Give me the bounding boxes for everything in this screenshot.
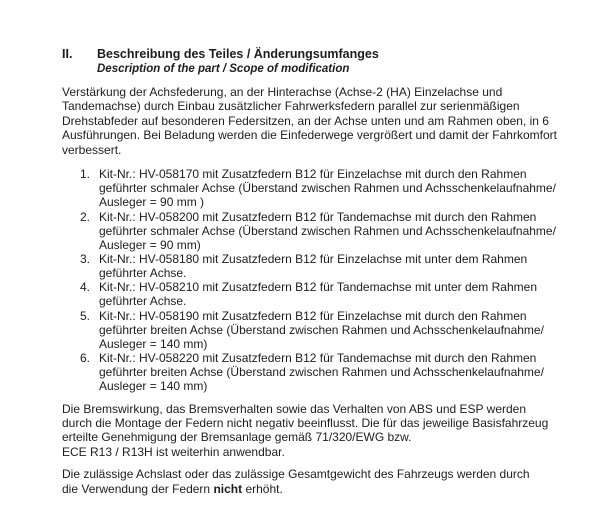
- kit-item-line: Ausleger = 90 mm): [99, 237, 201, 252]
- kit-item-line: Kit-Nr.: HV-058210 mit Zusatzfedern B12 für Tandemachse mit unter dem Rahmen: [99, 280, 537, 295]
- kit-item-line: geführter Achse.: [99, 266, 187, 281]
- kit-item-number: 1.: [80, 167, 91, 182]
- document-content: [62, 47, 564, 496]
- section-title-de: Beschreibung des Teiles / Änderungsumfanges: [97, 47, 379, 61]
- section-titles: [97, 47, 379, 76]
- kit-item-line: Ausleger = 90 mm ): [99, 195, 205, 210]
- kit-item-text: [99, 252, 564, 280]
- load-line2-before: die Verwendung der Federn: [62, 481, 214, 496]
- paragraph-line: Drehstabfeder auf besonderen Federsitzen, an der Achse unten und am Rahmen oben, in 6: [62, 113, 549, 128]
- kit-list: [62, 167, 564, 394]
- kit-item-text: [99, 167, 564, 209]
- kit-item-number: 2.: [80, 209, 91, 224]
- kit-item-number: 6.: [80, 351, 91, 366]
- kit-item-line: geführter schmaler Achse (Überstand zwischen Rahmen und Achsschenkelaufnahme/: [99, 223, 556, 238]
- kit-item-line: Kit-Nr.: HV-058180 mit Zusatzfedern B12 für Einzelachse mit unter dem Rahmen: [99, 251, 528, 266]
- section-heading: [62, 47, 564, 76]
- paragraph-line: Die Bremswirkung, das Bremsverhalten sowie das Verhalten von ABS und ESP werden: [62, 401, 527, 416]
- intro-paragraph: [62, 85, 564, 157]
- section-number: II.: [62, 47, 73, 61]
- load-line2-after: erhöht.: [242, 481, 283, 496]
- kit-list-item: [62, 252, 564, 280]
- kit-item-line: Kit-Nr.: HV-058220 mit Zusatzfedern B12 für Tandemachse mit durch den Rahmen: [99, 351, 537, 366]
- section-title-en: Description of the part / Scope of modification: [97, 62, 350, 75]
- kit-item-line: geführter breiten Achse (Überstand zwischen Rahmen und Achsschenkelaufnahme/: [99, 365, 544, 380]
- kit-item-text: [99, 280, 564, 308]
- kit-item-text: [99, 351, 564, 393]
- kit-item-line: geführter breiten Achse (Überstand zwischen Rahmen und Achsschenkelaufnahme/: [99, 322, 544, 337]
- kit-item-number: 3.: [80, 251, 91, 266]
- kit-list-item: [62, 309, 564, 351]
- paragraph-line: Die zulässige Achslast oder das zulässige Gesamtgewicht des Fahrzeugs werden durch: [62, 467, 530, 482]
- load-paragraph: [62, 467, 564, 496]
- kit-item-line: geführter Achse.: [99, 294, 187, 309]
- kit-list-item: [62, 167, 564, 209]
- paragraph-line: Verstärkung der Achsfederung, an der Hinterachse (Achse-2 (HA) Einzelachse und: [62, 85, 503, 99]
- paragraph-line: [62, 482, 564, 496]
- paragraph-line: erteilte Genehmigung der Bremsanlage gemäß 71/320/EWG bzw.: [62, 430, 412, 445]
- brake-paragraph: [62, 402, 564, 460]
- kit-item-number: 4.: [80, 280, 91, 295]
- paragraph-line: verbessert.: [62, 142, 122, 157]
- kit-list-item: [62, 210, 564, 252]
- load-line2-bold-word: nicht: [213, 481, 243, 496]
- kit-item-number: 5.: [80, 308, 91, 323]
- kit-item-line: geführter schmaler Achse (Überstand zwischen Rahmen und Achsschenkelaufnahme/: [99, 181, 556, 196]
- paragraph-line: durch die Montage der Federn nicht negativ beeinflusst. Die für das jeweilige Basisfahrzeug: [62, 415, 549, 430]
- kit-item-text: [99, 210, 564, 252]
- kit-item-line: Kit-Nr.: HV-058170 mit Zusatzfedern B12 für Einzelachse mit durch den Rahmen: [99, 167, 527, 182]
- kit-list-item: [62, 280, 564, 308]
- paragraph-line: Ausführungen. Bei Beladung werden die Einfederwege vergrößert und damit der Fahrkomfort: [62, 128, 557, 143]
- document-body: [62, 85, 564, 496]
- kit-item-line: Kit-Nr.: HV-058200 mit Zusatzfedern B12 für Tandemachse mit durch den Rahmen: [99, 209, 537, 224]
- kit-item-line: Kit-Nr.: HV-058190 mit Zusatzfedern B12 für Einzelachse mit durch den Rahmen: [99, 308, 527, 323]
- kit-item-text: [99, 309, 564, 351]
- kit-item-line: Ausleger = 140 mm): [99, 336, 208, 351]
- paragraph-line: ECE R13 / R13H ist weiterhin anwendbar.: [62, 444, 285, 459]
- kit-item-line: Ausleger = 140 mm): [99, 379, 208, 394]
- kit-list-item: [62, 351, 564, 393]
- paragraph-line: Tandemachse) durch Einbau zusätzlicher Fahrwerksfedern parallel zur serienmäßigen: [62, 99, 520, 114]
